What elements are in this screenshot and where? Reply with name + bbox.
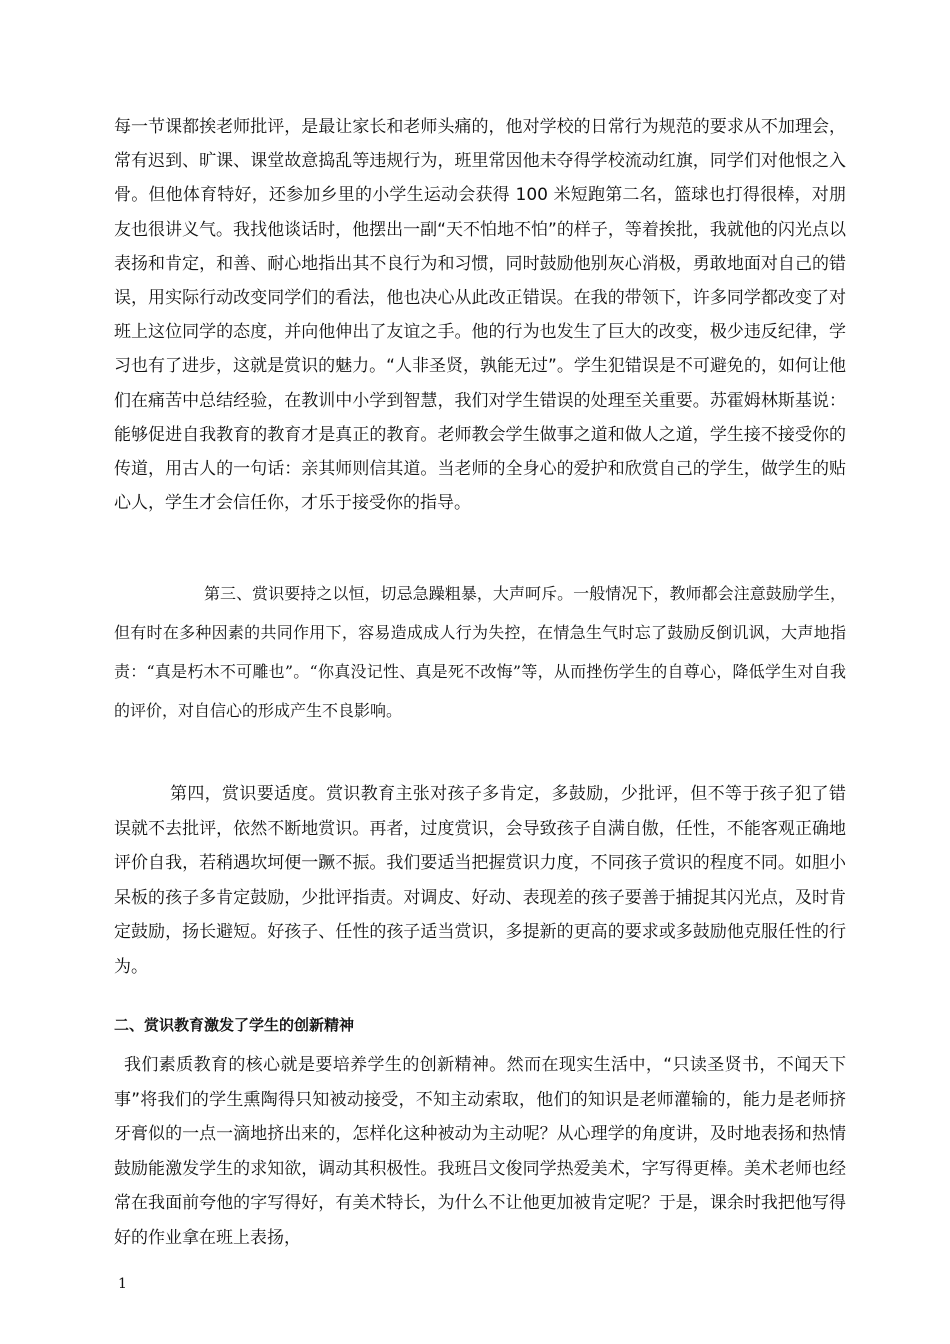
paragraph-point-four: 第四，赏识要适度。赏识教育主张对孩子多肯定，多鼓励，少批评，但不等于孩子犯了错误就不去批评，依然不断地赏识。再者，过度赏识，会导致孩子自满自傲，任性，不能客观正确地评价自我，若稍遇坎坷便一蹶不振。我们要适当把握赏识力度，不同孩子赏识的程度不同。如胆小呆板的孩子多肯定鼓励，少批评指责。对调皮、好动、表现差的孩子要善于捕捉其闪光点，及时肯定鼓励，扬长避短。好孩子、任性的孩子适当赏识，多提新的更高的要求或多鼓励他克服任性的行为。	[114, 784, 846, 977]
section-heading: 二、赏识教育激发了学生的创新精神	[114, 1016, 355, 1034]
page-number: 1	[118, 1276, 127, 1292]
paragraph-praise-story: 每一节课都挨老师批评，是最让家长和老师头痛的，他对学校的日常行为规范的要求从不加理会，常有迟到、旷课、课堂故意捣乱等违规行为，班里常因他未夺得学校流动红旗，同学们对他恨之入骨。但他体育特好，还参加乡里的小学生运动会获得 100 米短跑第二名，篮球也打得很棒，对朋友也很讲义气。我找他谈话时，他摆出一副“天不怕地不怕”的样子，等着挨批，我就他的闪光点以表扬和肯定，和善、耐心地指出其不良行为和习惯，同时鼓励他别灰心消极，勇敢地面对自己的错误，用实际行动改变同学们的看法，他也决心从此改正错误。在我的带领下，许多同学都改变了对班上这位同学的态度，并向他伸出了友谊之手。他的行为也发生了巨大的改变，极少违反纪律，学习也有了进步，这就是赏识的魅力。“人非圣贤，孰能无过”。学生犯错误是不可避免的，如何让他们在痛苦中总结经验，在教训中小学到智慧，我们对学生错误的处理至关重要。苏霍姆林斯基说：能够促进自我教育的教育才是真正的教育。老师教会学生做事之道和做人之道，学生接不接受你的传道，用古人的一句话：亲其师则信其道。当老师的全身心的爱护和欣赏自己的学生，做学生的贴心人，学生才会信任你，才乐于接受你的指导。	[114, 117, 846, 514]
paragraph-innovation: 我们素质教育的核心就是要培养学生的创新精神。然而在现实生活中，“只读圣贤书，不闻天下事”将我们的学生熏陶得只知被动接受，不知主动索取，他们的知识是老师灌输的，能力是老师挤牙膏似的一点一滴地挤出来的，怎样化这种被动为主动呢？从心理学的角度讲，及时地表扬和热情鼓励能激发学生的求知欲，调动其积极性。我班吕文俊同学热爱美术，字写得更棒。美术老师也经常在我面前夸他的字写得好，有美术特长，为什么不让他更加被肯定呢？于是，课余时我把他写得好的作业拿在班上表扬，	[114, 1055, 846, 1248]
paragraph-point-three: 第三、赏识要持之以恒，切忌急躁粗暴，大声呵斥。一般情况下，教师都会注意鼓励学生，但有时在多种因素的共同作用下，容易造成成人行为失控，在情急生气时忘了鼓励反倒讥讽，大声地指责：“真是朽木不可雕也”。“你真没记性、真是死不改悔”等，从而挫伤学生的自尊心，降低学生对自我的评价，对自信心的形成产生不良影响。	[114, 584, 846, 720]
